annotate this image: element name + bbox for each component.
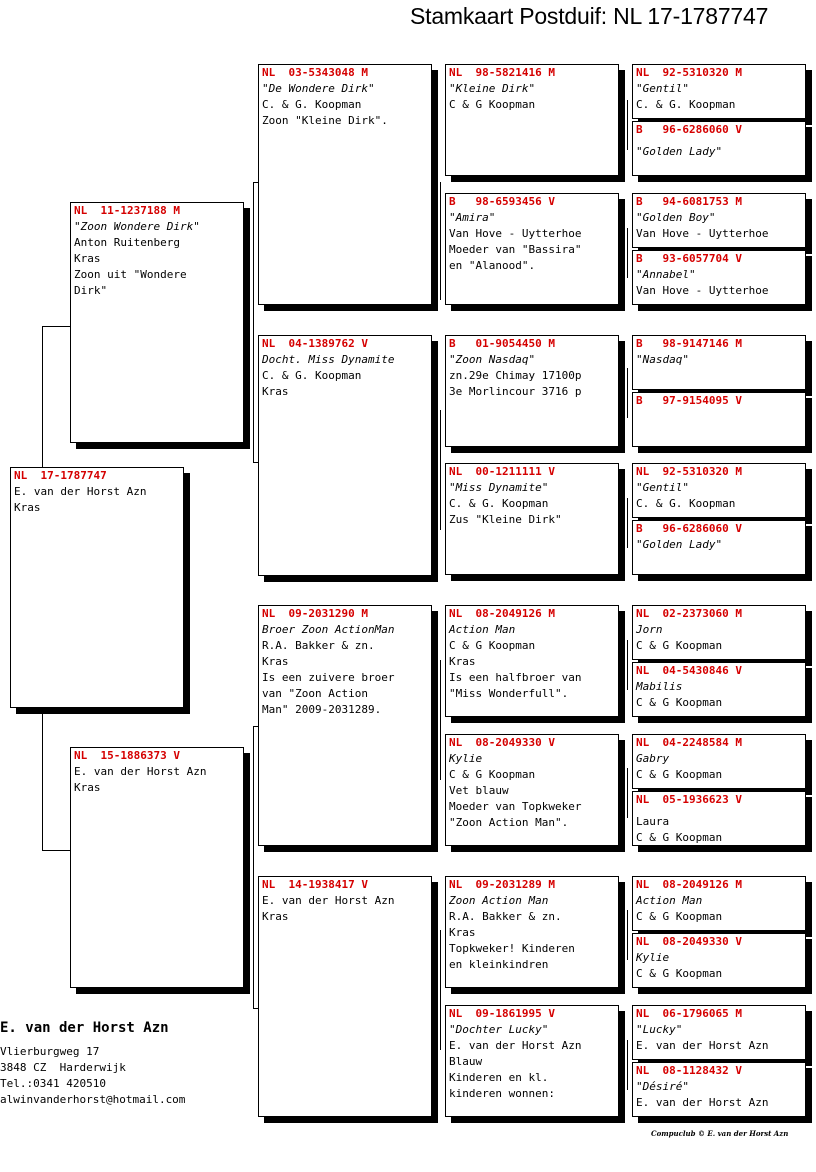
card-name: "Golden Boy" bbox=[636, 211, 716, 224]
card-line: Kras bbox=[262, 655, 289, 668]
pigeon-card-great-great-grandparent bbox=[632, 250, 806, 305]
ring-number: NL 04-1389762 V bbox=[262, 337, 368, 350]
card-name: Laura bbox=[636, 815, 670, 828]
card-line: Kras bbox=[262, 910, 289, 923]
connector-line bbox=[440, 410, 441, 530]
pigeon-card-great-great-grandparent bbox=[632, 193, 806, 248]
card-line: C & G Koopman bbox=[636, 696, 723, 709]
card-line: 3e Morlincour 3716 p bbox=[449, 385, 582, 398]
pigeon-card-great-great-grandparent bbox=[632, 662, 806, 717]
card-line: C & G Koopman bbox=[636, 967, 723, 980]
pigeon-card-great-great-grandparent bbox=[632, 64, 806, 119]
card-name: Kylie bbox=[636, 951, 670, 964]
card-name: "Kleine Dirk" bbox=[449, 82, 536, 95]
ring-number: NL 09-2031290 M bbox=[262, 607, 368, 620]
card-line: R.A. Bakker & zn. bbox=[262, 639, 375, 652]
owner-city: 3848 CZ Harderwijk bbox=[0, 1061, 126, 1074]
card-line: kinderen wonnen: bbox=[449, 1087, 555, 1100]
card-line: en "Alanood". bbox=[449, 259, 536, 272]
ring-number: NL 98-5821416 M bbox=[449, 66, 555, 79]
pigeon-card-father bbox=[70, 202, 244, 443]
card-line: Kras bbox=[262, 385, 289, 398]
card-name: "Golden Lady" bbox=[636, 145, 723, 158]
card-name: Gabry bbox=[636, 752, 670, 765]
card-line: Van Hove - Uytterhoe bbox=[636, 227, 769, 240]
ring-number: NL 08-2049330 V bbox=[636, 935, 742, 948]
connector-line bbox=[42, 326, 71, 327]
footer-credit: Compuclub © E. van der Horst Azn bbox=[651, 1129, 789, 1138]
card-line: C & G Koopman bbox=[449, 98, 536, 111]
connector-line bbox=[42, 326, 43, 469]
ring-number: NL 08-2049330 V bbox=[449, 736, 555, 749]
connector-line bbox=[440, 930, 441, 1050]
ring-number: NL 08-2049126 M bbox=[449, 607, 555, 620]
card-name: "Gentil" bbox=[636, 82, 689, 95]
card-line: Van Hove - Uytterhoe bbox=[636, 284, 769, 297]
pigeon-card-great-grandparent bbox=[445, 1005, 619, 1117]
connector-line bbox=[440, 660, 441, 780]
card-line: E. van der Horst Azn bbox=[449, 1039, 582, 1052]
owner-email: alwinvanderhorst@hotmail.com bbox=[0, 1093, 186, 1106]
ring-number: NL 08-2049126 M bbox=[636, 878, 742, 891]
connector-line bbox=[627, 228, 628, 278]
pigeon-card-mother bbox=[70, 747, 244, 988]
card-line: Kinderen en kl. bbox=[449, 1071, 549, 1084]
card-line: Vet blauw bbox=[449, 784, 509, 797]
ring-number: NL 08-1128432 V bbox=[636, 1064, 742, 1077]
card-line: C. & G. Koopman bbox=[262, 98, 362, 111]
card-name: "De Wondere Dirk" bbox=[262, 82, 375, 95]
ring-number: B 98-9147146 M bbox=[636, 337, 742, 350]
ring-number: NL 92-5310320 M bbox=[636, 465, 742, 478]
card-line: E. van der Horst Azn bbox=[636, 1096, 769, 1109]
card-name: "Lucky" bbox=[636, 1023, 683, 1036]
pigeon-card-grandparent bbox=[258, 64, 432, 305]
ring-number: NL 15-1886373 V bbox=[74, 749, 180, 762]
pigeon-card-great-great-grandparent bbox=[632, 605, 806, 660]
card-line: C & G Koopman bbox=[449, 639, 536, 652]
ring-number: B 98-6593456 V bbox=[449, 195, 555, 208]
card-name: "Zoon Nasdaq" bbox=[449, 353, 536, 366]
card-line: Is een halfbroer van bbox=[449, 671, 582, 684]
pigeon-card-great-great-grandparent bbox=[632, 734, 806, 789]
pigeon-card-great-great-grandparent bbox=[632, 933, 806, 988]
card-line: Kras bbox=[74, 252, 101, 265]
pigeon-card-grandparent bbox=[258, 335, 432, 576]
card-line: Moeder van Topkweker bbox=[449, 800, 582, 813]
card-line: Blauw bbox=[449, 1055, 483, 1068]
pigeon-card-great-grandparent bbox=[445, 734, 619, 846]
connector-line bbox=[627, 768, 628, 818]
card-line: Topkweker! Kinderen bbox=[449, 942, 575, 955]
ring-number: NL 00-1211111 V bbox=[449, 465, 555, 478]
connector-line bbox=[440, 182, 441, 300]
card-line: Dirk" bbox=[74, 284, 108, 297]
connector-line bbox=[627, 640, 628, 690]
card-line: C & G Koopman bbox=[636, 639, 723, 652]
card-name: Docht. Miss Dynamite bbox=[262, 353, 395, 366]
ring-number: B 94-6081753 M bbox=[636, 195, 742, 208]
card-name: "Amira" bbox=[449, 211, 496, 224]
card-line: E. van der Horst Azn bbox=[74, 765, 207, 778]
card-name: "Désiré" bbox=[636, 1080, 689, 1093]
card-name: "Dochter Lucky" bbox=[449, 1023, 549, 1036]
card-line: C. & G. Koopman bbox=[636, 98, 736, 111]
pigeon-card-great-great-grandparent bbox=[632, 463, 806, 518]
ring-number: NL 11-1237188 M bbox=[74, 204, 180, 217]
card-line: Kras bbox=[449, 655, 476, 668]
card-name: Mabilis bbox=[636, 680, 683, 693]
connector-line bbox=[627, 1040, 628, 1090]
card-name: Action Man bbox=[636, 894, 703, 907]
ring-number: NL 02-2373060 M bbox=[636, 607, 742, 620]
card-line: C. & G. Koopman bbox=[449, 497, 549, 510]
ring-number: NL 04-5430846 V bbox=[636, 664, 742, 677]
pigeon-card-grandparent bbox=[258, 605, 432, 846]
ring-number: NL 04-2248584 M bbox=[636, 736, 742, 749]
ring-number: NL 09-2031289 M bbox=[449, 878, 555, 891]
card-line: Van Hove - Uytterhoe bbox=[449, 227, 582, 240]
pigeon-card-great-grandparent bbox=[445, 193, 619, 305]
pigeon-card-great-great-grandparent bbox=[632, 791, 806, 846]
card-line: C & G Koopman bbox=[636, 910, 723, 923]
card-line: E. van der Horst Azn bbox=[636, 1039, 769, 1052]
card-line: E. van der Horst Azn bbox=[14, 485, 147, 498]
connector-line bbox=[42, 712, 43, 850]
pigeon-card-great-great-grandparent bbox=[632, 392, 806, 447]
ring-number: B 97-9154095 V bbox=[636, 394, 742, 407]
connector-line bbox=[253, 726, 254, 1008]
page-title: Stamkaart Postduif: NL 17-1787747 bbox=[410, 3, 769, 29]
card-line: Moeder van "Bassira" bbox=[449, 243, 582, 256]
ring-number: B 93-6057704 V bbox=[636, 252, 742, 265]
connector-line bbox=[627, 910, 628, 960]
card-line: C. & G. Koopman bbox=[636, 497, 736, 510]
card-name: Zoon Action Man bbox=[449, 894, 549, 907]
card-line: Anton Ruitenberg bbox=[74, 236, 180, 249]
card-line: C. & G. Koopman bbox=[262, 369, 362, 382]
ring-number: NL 14-1938417 V bbox=[262, 878, 368, 891]
card-line: Man" 2009-2031289. bbox=[262, 703, 382, 716]
owner-info bbox=[0, 1019, 185, 1108]
card-line: Zoon uit "Wondere bbox=[74, 268, 187, 281]
pigeon-card-subject bbox=[10, 467, 184, 708]
card-line: C & G Koopman bbox=[636, 831, 723, 844]
card-name: "Nasdaq" bbox=[636, 353, 689, 366]
card-name: Action Man bbox=[449, 623, 516, 636]
connector-line bbox=[253, 182, 254, 462]
ring-number: B 96-6286060 V bbox=[636, 123, 742, 136]
ring-number: NL 92-5310320 M bbox=[636, 66, 742, 79]
card-line: zn.29e Chimay 17100p bbox=[449, 369, 582, 382]
card-line: Kras bbox=[449, 926, 476, 939]
pigeon-card-great-grandparent bbox=[445, 64, 619, 176]
pigeon-card-great-grandparent bbox=[445, 463, 619, 575]
owner-address: Vlierburgweg 17 bbox=[0, 1045, 100, 1058]
card-line: "Zoon Action Man". bbox=[449, 816, 569, 829]
pigeon-card-grandparent bbox=[258, 876, 432, 1117]
pigeon-card-great-great-grandparent bbox=[632, 520, 806, 575]
card-name: Broer Zoon ActionMan bbox=[262, 623, 395, 636]
card-name: "Gentil" bbox=[636, 481, 689, 494]
owner-name: E. van der Horst Azn bbox=[0, 1020, 169, 1036]
card-name: "Annabel" bbox=[636, 268, 696, 281]
card-line: C & G Koopman bbox=[636, 768, 723, 781]
ring-number: NL 06-1796065 M bbox=[636, 1007, 742, 1020]
pigeon-card-great-great-grandparent bbox=[632, 335, 806, 390]
connector-line bbox=[42, 850, 71, 851]
card-name: "Golden Lady" bbox=[636, 538, 723, 551]
card-name: Kylie bbox=[449, 752, 483, 765]
card-line: C & G Koopman bbox=[449, 768, 536, 781]
pigeon-card-great-great-grandparent bbox=[632, 121, 806, 176]
ring-number: NL 03-5343048 M bbox=[262, 66, 368, 79]
connector-line bbox=[627, 368, 628, 418]
ring-number: NL 05-1936623 V bbox=[636, 793, 742, 806]
card-name: Jorn bbox=[636, 623, 663, 636]
card-line: Zoon "Kleine Dirk". bbox=[262, 114, 388, 127]
card-name: "Miss Dynamite" bbox=[449, 481, 549, 494]
pigeon-card-great-grandparent bbox=[445, 876, 619, 988]
card-line: Kras bbox=[74, 781, 101, 794]
pigeon-card-great-great-grandparent bbox=[632, 1005, 806, 1060]
card-line: Kras bbox=[14, 501, 41, 514]
card-line: "Miss Wonderfull". bbox=[449, 687, 569, 700]
owner-phone: Tel.:0341 420510 bbox=[0, 1077, 106, 1090]
pigeon-card-great-grandparent bbox=[445, 605, 619, 717]
card-name: "Zoon Wondere Dirk" bbox=[74, 220, 200, 233]
ring-number: B 01-9054450 M bbox=[449, 337, 555, 350]
ring-number: NL 09-1861995 V bbox=[449, 1007, 555, 1020]
connector-line bbox=[627, 100, 628, 150]
ring-number: B 96-6286060 V bbox=[636, 522, 742, 535]
connector-line bbox=[627, 498, 628, 548]
card-line: Zus "Kleine Dirk" bbox=[449, 513, 562, 526]
card-line: Is een zuivere broer bbox=[262, 671, 395, 684]
pigeon-card-great-grandparent bbox=[445, 335, 619, 447]
pigeon-card-great-great-grandparent bbox=[632, 876, 806, 931]
card-line: en kleinkindren bbox=[449, 958, 549, 971]
ring-number: NL 17-1787747 bbox=[14, 469, 107, 482]
card-line: R.A. Bakker & zn. bbox=[449, 910, 562, 923]
card-line: van "Zoon Action bbox=[262, 687, 368, 700]
pigeon-card-great-great-grandparent bbox=[632, 1062, 806, 1117]
card-line: E. van der Horst Azn bbox=[262, 894, 395, 907]
